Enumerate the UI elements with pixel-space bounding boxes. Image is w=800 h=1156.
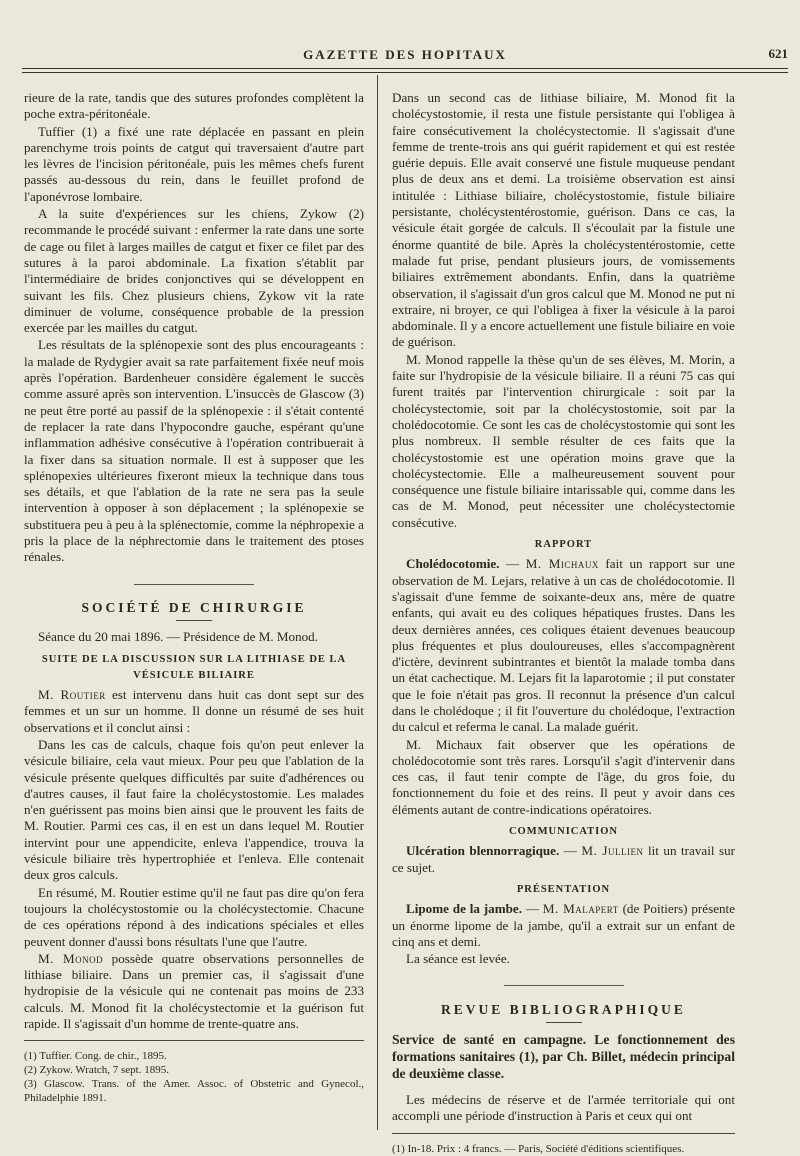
paragraph: M. Monod rappelle la thèse qu'un de ses élèves, M. Morin, a faite sur l'hydropisie de la vésicule biliaire. Il a réuni 75 cas qui furent traités par l'intervention chirurgicale : soit par la cholécystectomie, soit par la cholécystostomie, soit par la cholédocotomie. Ce sont les cas de cholécystostomie qui sont les plus nombreux. Il semble résulter de ces faits que la cholécystostomie est une opération moins grave que la cholécystectomie. Elle a malheureusement souvent pour conséquence une fistule biliaire intarissable qui, comme dans les cas de M. Monod, peut nécessiter une cholécystectomie consécutive. xyxy=(392,351,735,530)
paragraph: rieure de la rate, tandis que des sutures profondes complètent la poche extra-péritonéale. xyxy=(24,90,364,122)
communication-heading: COMMUNICATION xyxy=(508,826,619,838)
communication-title: Ulcération blennorragique. xyxy=(406,843,560,859)
discussion-heading: SUITE DE LA DISCUSSION SUR LA LITHIASE DE LA VÉSICULE BILIAIRE xyxy=(41,653,347,681)
paragraph-routier: M. Routier est intervenu dans huit cas dont sept sur des femmes et un sur un homme. Il donne un résumé de ses huit observations et il conclut ainsi : xyxy=(24,687,364,735)
session-line: Séance du 20 mai 1896. — Présidence de M. Monod. xyxy=(38,629,319,645)
paragraph: Dans un second cas de lithiase biliaire, M. Monod fit la cholécystostomie, il resta une fistule persistante qui l'obligea à faire consécutivement la cholécystectomie. Il s'agissait d'une femme de trente-trois ans qui guérit rapidement et qui est restée guérie depuis. Elle avait conservé une fistule muqueuse pendant plus de deux ans et demi. La troisième observation est ainsi intitulée : Lithiase biliaire, cholécystostomie, fistule biliaire persistante, cholécystentérostomie, guérison. Dans ce cas, la vésicule était gorgée de calculs. Il s'écoulait par la fistule une énorme quantité de bile. Après la cholécystentérostomie, cette malade fut prise, pendant plusieurs jours, de vomissements biliaires extrêmement abondants. Enfin, dans la quatrième observation, il s'agissait d'un gros calcul que M. Monod ne put ni extraire, ni broyer, ce qui l'obligea à fixer la vésicule à la paroi abdominale. Il y a encore actuellement une fistule biliaire en voie de guérison. xyxy=(392,90,735,350)
speaker-name: M. Monod xyxy=(38,950,104,966)
header-rule xyxy=(22,68,788,73)
footnote-rule xyxy=(24,1040,364,1041)
speaker-name: M. Michaux xyxy=(525,556,599,572)
paragraph: A la suite d'expériences sur les chiens, Zykow (2) recommande le procédé suivant : enfermer la rate dans une sorte de cage ou filet à larges mailles de catgut et fixer ce filet par des sutures à la paroi abdominale. La fixation s'établit par l'intermédiaire de brides conjonctives qui se développent en suivant les fils. Chez plusieurs chiens, Zykow vit la rate diminuer de volume, conséquence probable de la pression exercée par les mailles du catgut. xyxy=(24,206,364,336)
footnote: (1) Tuffier. Cong. de chir., 1895. xyxy=(24,1050,167,1063)
right-column xyxy=(392,90,736,1155)
short-rule xyxy=(176,620,212,621)
left-column xyxy=(24,90,364,1125)
journal-title: GAZETTE DES HOPITAUX xyxy=(303,47,507,62)
presentation-title: Lipome de la jambe. xyxy=(406,901,522,917)
footnote: (2) Zykow. Wratch, 7 sept. 1895. xyxy=(24,1064,169,1077)
section-ornament xyxy=(24,576,364,592)
speaker-name: M. Routier xyxy=(38,687,106,703)
footnote: (3) Glascow. Trans. of the Amer. Assoc. of Obstetric and Gynecol., Philadelphie 1891. xyxy=(24,1078,364,1105)
paragraph: En résumé, M. Routier estime qu'il ne faut pas dire qu'on fera toujours la cholécystostomie ou la cholécystectomie. Chacune de ces opérations répond à des indications spéciales et elles peuvent donner d'aussi bons résultats l'une que l'autre. xyxy=(24,884,364,949)
society-title: SOCIÉTÉ DE CHIRURGIE xyxy=(81,599,307,615)
footnotes xyxy=(24,1049,364,1105)
page-number: 621 xyxy=(768,46,788,61)
paragraph: Les médecins de réserve et de l'armée territoriale qui ont accompli une période d'instruction à Paris et ceux qui ont xyxy=(392,1092,735,1124)
book-title: Service de santé en campagne. Le fonctionnement des formations sanitaires (1), par Ch. Billet, médecin principal de deuxième classe. xyxy=(392,1032,735,1082)
page-header xyxy=(22,46,788,66)
column-divider xyxy=(377,75,378,1130)
paragraph: M. Michaux fait observer que les opérations de cholédocotomie sont très rares. Lorsqu'il s'agit d'intervenir dans ces cas, il faut tenir compte de l'âge, du gros foie, du fonctionnement du foie et des reins. Il peut y avoir dans ces éléments autant de contre-indications opératoires. xyxy=(392,736,735,817)
paragraph-presentation: Lipome de la jambe. — M. Malapert (de Poitiers) présente un énorme lipome de la jambe, qu'il a extrait sur un enfant de cinq ans et demi. xyxy=(392,901,736,949)
speaker-name: M. Malapert xyxy=(542,901,619,917)
short-rule xyxy=(546,1022,582,1023)
paragraph-communication: Ulcération blennorragique. — M. Jullien lit un travail sur ce sujet. xyxy=(392,843,735,875)
rapport-heading: RAPPORT xyxy=(534,539,593,551)
rapport-title: Cholédocotomie. xyxy=(406,556,500,572)
revue-title: REVUE BIBLIOGRAPHIQUE xyxy=(441,1001,686,1017)
closing-line: La séance est levée. xyxy=(406,951,510,967)
paragraph: Les résultats de la splénopexie sont des plus encourageants : la malade de Rydygier avait sa rate parfaitement fixée neuf mois après l'opération. Bardenheuer considère également le succès comme assuré après son intervention. L'insuccès de Glascow (3) ne peut être porté au passif de la splénopexie : il s'était contenté de replacer la rate dans l'hypocondre gauche, espérant qu'une inflammation adhésive consécutive à l'opération contribuerait à la fixer dans sa situation normale. Il est à supposer que les splénopexies ultérieures fixeront mieux la technique dans tous ses détails, et que l'ablation de la rate ne sera pas la seule intervention à opposer à son déplacement ; la splénopexie se substituera peu à peu à la splénectomie, comme la néphropexie a pris la place de la néphrectomie dans le traitement des ptoses rénales. xyxy=(24,337,364,565)
paragraph-rapport: Cholédocotomie. — M. Michaux fait un rapport sur une observation de M. Lejars, relative à un cas de cholédocotomie. Il s'agissait d'une femme de soixante-deux ans, mère de quatre enfants, qui avait eu des coliques hépatiques frustes. Dans les deux dernières années, ces coliques étaient devenues beaucoup plus fréquentes et plus douloureuses, elles s'accompagnèrent d'ictère, devinrent subintrantes et bientôt la malade tomba dans un état cachectique. M. Lejars fit la laparotomie ; il put constater que le foie n'était pas gros. Il reconnut la présence d'un calcul dans le cholédoque ; il fit l'ouverture du cholédoque, l'extraction du calcul et referma le canal. La malade guérit. xyxy=(392,556,735,735)
footnote-rule xyxy=(392,1133,735,1134)
speaker-name: M. Jullien xyxy=(581,843,644,859)
section-ornament xyxy=(392,977,735,993)
paragraph: Dans les cas de calculs, chaque fois qu'on peut enlever la vésicule biliaire, cela vaut mieux. Pour peu que l'ablation de la vésicule présente quelques difficultés par suite d'adhérences ou d'autres causes, il faut faire la cholécystostomie. Les malades n'en guérissent pas moins bien ainsi que le prouvent les faits de M. Routier. Parmi ces cas, il en est un dans lequel M. Routier intervint pour une appendicite, enleva l'appendice, trouva la vésicule biliaire très hypertrophiée et l'enleva. Elle contenait deux gros calculs. xyxy=(24,736,364,883)
paragraph: Tuffier (1) a fixé une rate déplacée en passant en plein parenchyme trois points de catgut qui traversaient d'autre part les lèvres de l'incision péritonéale, puis les mêmes chefs furent passés au-dessous du rein, dans le feuillet profond de l'aponévrose lombaire. xyxy=(24,123,364,204)
presentation-heading: PRÉSENTATION xyxy=(516,883,611,895)
paragraph-monod: M. Monod possède quatre observations personnelles de lithiase biliaire. Dans un premier cas, il s'agissait d'une hydropisie de la vésicule qui ne contenait pas moins de 233 calculs. M. Monod fit la cholécystectomie et la guérison fut rapide. Il s'agissait d'un homme de trente-quatre ans. xyxy=(24,950,364,1032)
footnote: (1) In-18. Prix : 4 francs. — Paris, Société d'éditions scientifiques. xyxy=(392,1142,685,1155)
